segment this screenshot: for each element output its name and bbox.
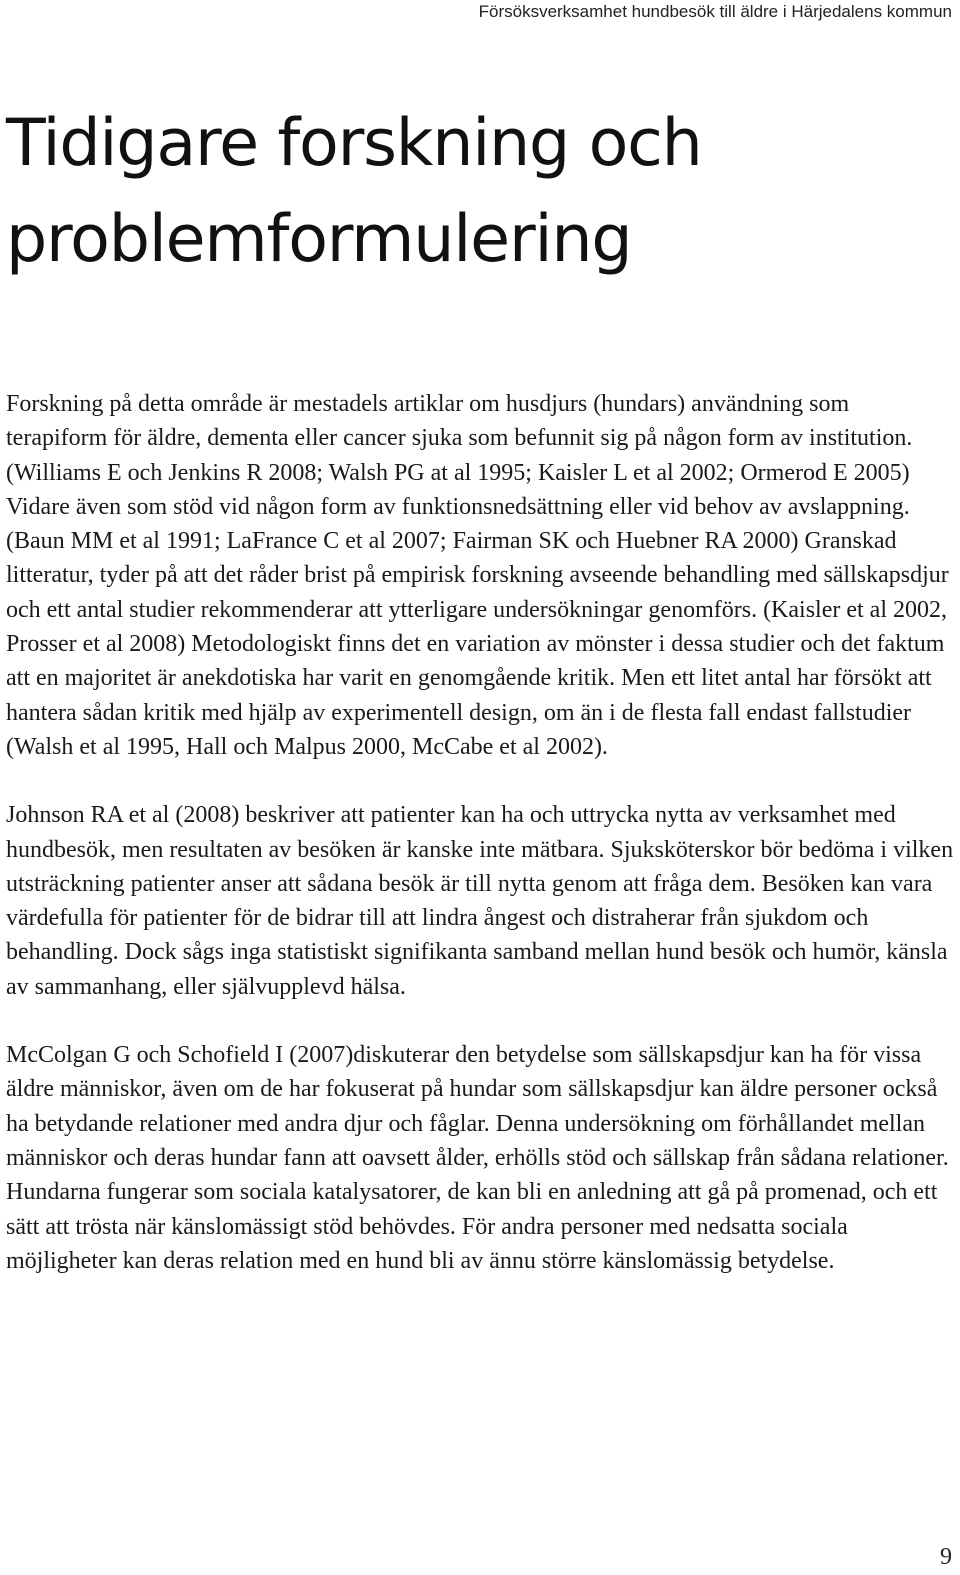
- page-number: 9: [940, 1544, 952, 1570]
- running-header: Försöksverksamhet hundbesök till äldre i Härjedalens kommun: [478, 2, 952, 21]
- paragraph-3: McColgan G och Schofield I (2007)diskuterar den betydelse som sällskapsdjur kan ha för vissa äldre människor, även om de har fokuserat på hundar som sällskapsdjur kan äldre personer också ha betydande relationer med andra djur och fåglar. Denna undersökning om förhållandet mellan människor och deras hundar fann att oavsett ålder, erhölls stöd och sällskap från sådana relationer. Hundarna fungerar som sociala katalysatorer, de kan bli en anledning att gå på promenad, och ett sätt att trösta när känslomässigt stöd behövdes. För andra personer med nedsatta sociala möjligheter kan deras relation med en hund bli av ännu större känslomässig betydelse.: [6, 1042, 949, 1274]
- paragraph-2: Johnson RA et al (2008) beskriver att patienter kan ha och uttrycka nytta av verksamhet med hundbesök, men resultaten av besöken är kanske inte mätbara. Sjuksköterskor bör bedöma i vilken utsträckning patienter anser att sådana besök är till nytta genom att fråga dem. Besöken kan vara värdefulla för patienter för de bidrar till att lindra ångest och distraherar från sjukdom och behandling. Dock sågs inga statistiskt signifikanta samband mellan hund besök och humör, känsla av sammanhang, eller självupplevd hälsa.: [6, 802, 954, 1000]
- paragraph-1: Forskning på detta område är mestadels artiklar om husdjurs (hundars) användning som terapiform för äldre, dementa eller cancer sjuka som befunnit sig på någon form av institution.(Williams E och Jenkins R 2008; Walsh PG at al 1995; Kaisler L et al 2002; Ormerod E 2005) Vidare även som stöd vid någon form av funktionsnedsättning eller vid behov av avslappning. (Baun MM et al 1991; LaFrance C et al 2007; Fairman SK och Huebner RA 2000) Granskad litteratur, tyder på att det råder brist på empirisk forskning avseende behandling med sällskapsdjur och ett antal studier rekommenderar att ytterligare undersökningar genomförs. (Kaisler et al 2002, Prosser et al 2008) Metodologiskt finns det en variation av mönster i dessa studier och det faktum att en majoritet är anekdotiska har varit en genomgående kritik. Men ett litet antal har försökt att hantera sådan kritik med hjälp av experimentell design, om än i de flesta fall endast fallstudier (Walsh et al 1995, Hall och Malpus 2000, McCabe et al 2002).: [6, 391, 949, 760]
- chapter-title: [6, 96, 946, 288]
- chapter-title-line-2: problemformulering: [6, 202, 632, 277]
- body-text: [6, 387, 954, 1312]
- chapter-title-line-1: Tidigare forskning och: [6, 106, 702, 181]
